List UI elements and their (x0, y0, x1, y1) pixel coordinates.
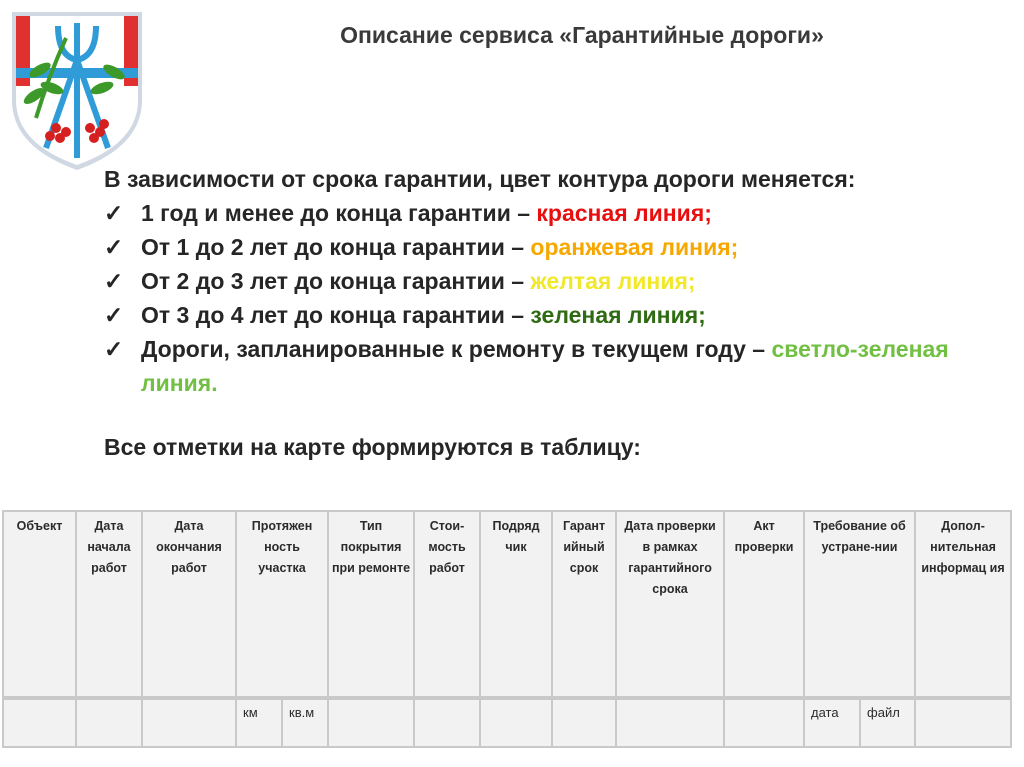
table-cell (142, 699, 236, 747)
legend-item-color: оранжевая линия; (530, 234, 739, 260)
header-cell: Подряд чик (480, 511, 552, 697)
header-cell: Дата проверки в рамках гарантийного срока (616, 511, 724, 697)
legend-item-text: От 2 до 3 лет до конца гарантии – (141, 268, 531, 294)
table-cell (724, 699, 804, 747)
description (104, 162, 984, 464)
req-file-cell: файл (860, 699, 915, 747)
legend-item (104, 332, 984, 400)
legend-item (104, 264, 984, 298)
table-cell (915, 699, 1011, 747)
check-icon: ✓ (104, 200, 124, 226)
legend-item-text: От 3 до 4 лет до конца гарантии – (141, 302, 531, 328)
table-cell (3, 699, 76, 747)
page-title: Описание сервиса «Гарантийные дороги» (340, 22, 824, 48)
length-sqm-cell: кв.м (282, 699, 328, 747)
header-cell: Стои-мость работ (414, 511, 480, 697)
intro-text: В зависимости от срока гарантии, цвет контура дороги меняется: (104, 166, 856, 192)
header-cell: Требование об устране-нии (804, 511, 915, 697)
header-cell: Допол-нительная информац ия (915, 511, 1011, 697)
length-km-cell: км (236, 699, 282, 747)
header-cell: Объект (3, 511, 76, 697)
header-cell: Дата начала работ (76, 511, 142, 697)
legend-item-color: желтая линия; (530, 268, 696, 294)
check-icon: ✓ (104, 234, 124, 260)
header-cell: Протяжен ность участка (236, 511, 328, 697)
table-cell (480, 699, 552, 747)
warranty-table (0, 510, 1024, 767)
legend-item-text: 1 год и менее до конца гарантии – (141, 200, 537, 226)
color-legend (104, 196, 984, 400)
req-date-cell: дата (804, 699, 860, 747)
table-cell (552, 699, 616, 747)
legend-item (104, 196, 984, 230)
table-cell (616, 699, 724, 747)
table-cell (328, 699, 414, 747)
legend-item (104, 298, 984, 332)
check-icon: ✓ (104, 336, 124, 362)
header-cell: Тип покрытия при ремонте (328, 511, 414, 697)
table-cell (76, 699, 142, 747)
header-cell: Акт проверки (724, 511, 804, 697)
table-intro-text: Все отметки на карте формируются в таблицу: (104, 434, 641, 460)
legend-item-color: зеленая линия; (530, 302, 706, 328)
legend-item-color: светло-зеленая линия. (141, 336, 949, 396)
table-cell (414, 699, 480, 747)
legend-item-color: красная линия; (536, 200, 712, 226)
legend-item-text: От 1 до 2 лет до конца гарантии – (141, 234, 531, 260)
table-row (3, 699, 1011, 747)
check-icon: ✓ (104, 302, 124, 328)
check-icon: ✓ (104, 268, 124, 294)
header-cell: Гарант ийный срок (552, 511, 616, 697)
header-cell: Дата окончания работ (142, 511, 236, 697)
table-header-row (3, 511, 1011, 697)
legend-item (104, 230, 984, 264)
legend-item-text: Дороги, запланированные к ремонту в текущем году – (141, 336, 772, 362)
